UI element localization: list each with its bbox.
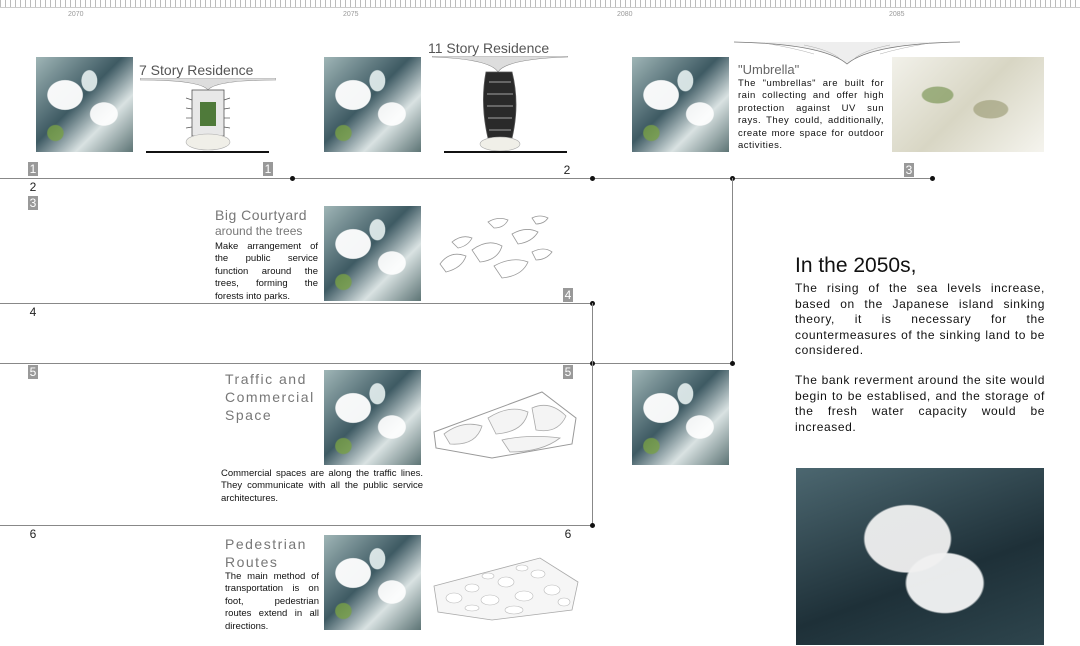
umbrella-description: The "umbrellas" are built for rain collecting and offer high protection against UV sun rays. They could, additionally, create more space for outdoor activities. (738, 78, 884, 152)
seven-story-ground-line (146, 151, 269, 153)
marker-4: 4 (29, 305, 37, 319)
timeline-ruler-baseline (0, 7, 1080, 8)
timeline-line-row-4 (0, 303, 593, 304)
intro-paragraph-1: The rising of the sea levels increase, based on the Japanese island sinking theory, it is necessary for the countermeasures of the sinking land to be considered. (795, 281, 1045, 357)
eleven-story-ground-line (444, 151, 567, 153)
courtyard-photo (324, 206, 421, 301)
marker-1: 1 (264, 162, 272, 176)
traffic-description: Commercial spaces are along the traffic lines. They communicate with all the public service architectures. (221, 468, 423, 504)
year-label-2085: 2085 (889, 11, 905, 18)
seven-story-elevation-drawing (140, 78, 276, 154)
commercial-side-photo (632, 370, 729, 465)
marker-6: 6 (29, 527, 37, 541)
courtyard-description: Make arrangement of the public service function around the trees, forming the forests into parks. (215, 241, 318, 302)
timeline-node (590, 523, 595, 528)
marker-2: 2 (563, 163, 571, 177)
year-label-2075: 2075 (343, 11, 359, 18)
traffic-network-drawing (432, 388, 578, 462)
marker-4: 4 (564, 288, 572, 302)
umbrella-title: "Umbrella" (738, 62, 800, 77)
pedestrian-photo (324, 535, 421, 630)
marker-5: 5 (564, 365, 572, 379)
timeline-connector-vertical (732, 178, 733, 364)
seven-story-photo (36, 57, 133, 152)
umbrella-detail-photo (892, 57, 1044, 152)
pedestrian-description: The main method of transportation is on foot, pedestrian routes extend in all directions. (225, 571, 319, 632)
pedestrian-routes-drawing (432, 556, 580, 622)
marker-5: 5 (29, 365, 37, 379)
courtyard-title: Big Courtyard (215, 207, 308, 223)
courtyard-subtitle: around the trees (215, 224, 303, 238)
year-label-2070: 2070 (68, 11, 84, 18)
timeline-connector-vertical (592, 303, 593, 525)
pedestrian-title: Pedestrian Routes (225, 536, 307, 570)
marker-3: 3 (29, 196, 37, 210)
intro-paragraph-2: The bank reverment around the site would begin to be establised, and the storage of the fresh water capacity would be increased. (795, 373, 1045, 434)
traffic-title: Traffic and Commercial Space (225, 371, 315, 423)
intro-heading: In the 2050s, (795, 254, 917, 277)
marker-2: 2 (29, 180, 37, 194)
timeline-line-row-5 (0, 363, 733, 364)
eleven-story-title: 11 Story Residence (428, 40, 550, 56)
timeline-line-row-1 (0, 178, 932, 179)
marker-6: 6 (564, 527, 572, 541)
marker-3: 3 (905, 163, 913, 177)
year-label-2080: 2080 (617, 11, 633, 18)
courtyard-massing-drawing (432, 212, 556, 290)
timeline-node (730, 361, 735, 366)
seven-story-title: 7 Story Residence (139, 62, 254, 78)
timeline-node (290, 176, 295, 181)
timeline-line-row-6 (0, 525, 593, 526)
timeline-node (930, 176, 935, 181)
umbrella-photo (632, 57, 729, 152)
eleven-story-elevation-drawing (432, 56, 568, 154)
traffic-photo (324, 370, 421, 465)
eleven-story-photo (324, 57, 421, 152)
site-overview-render (796, 468, 1044, 645)
timeline-node (590, 176, 595, 181)
marker-1: 1 (29, 162, 37, 176)
